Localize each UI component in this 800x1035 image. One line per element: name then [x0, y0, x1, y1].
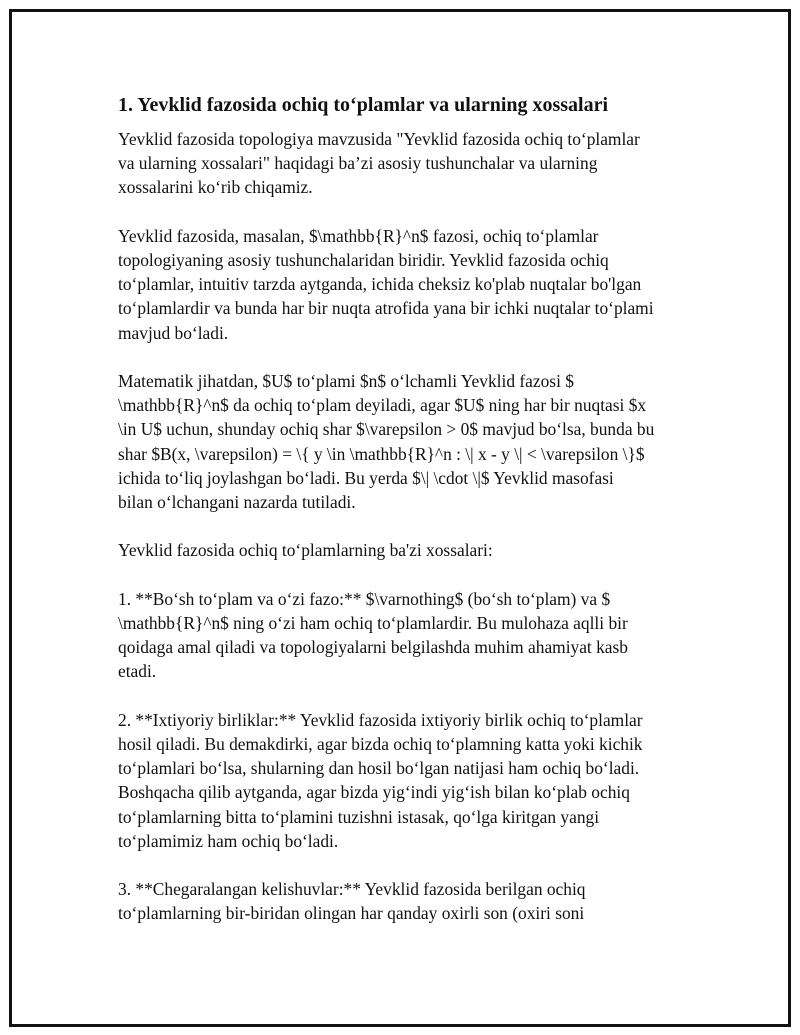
- text-line: Yevklid fazosida topologiya mavzusida "Yevklid fazosida ochiq to‘plamlar: [118, 129, 640, 149]
- text-line: va ularning xossalari" haqidagi ba’zi asosiy tushunchalar va ularning: [118, 153, 598, 174]
- text-line: Boshqacha qilib aytganda, agar bizda yig‘indi yig‘ish bilan ko‘plab ochiq: [118, 782, 630, 803]
- text-line: etadi.: [118, 661, 157, 682]
- text-line: bilan o‘lchangani nazarda tutiladi.: [118, 492, 356, 513]
- text-line: to‘plamlarning bitta to‘plamini tuzishni istasak, qo‘lga kiritgan yangi: [118, 806, 600, 827]
- paragraph-formal-definition: [118, 369, 698, 514]
- text-line: qoidaga amal qiladi va topologiyalarni belgilashda muhim ahamiyat kasb: [118, 637, 628, 658]
- text-line: to‘plamimiz ham ochiq bo‘ladi.: [118, 830, 339, 851]
- paragraph-properties-intro: [118, 538, 698, 562]
- text-line: xossalarini ko‘rib chiqamiz.: [118, 177, 313, 198]
- paragraph-intro: [118, 127, 698, 200]
- text-line: shar $B(x, \varepsilon) = \{ y \in \mathbb{R}^n : \| x - y \| < \varepsilon \}$: [118, 443, 645, 464]
- text-line: \in U$ uchun, shunday ochiq shar $\varepsilon > 0$ mavjud bo‘lsa, bunda bu: [118, 419, 655, 440]
- text-line: 3. **Chegaralangan kelishuvlar:** Yevklid fazosida berilgan ochiq: [118, 879, 586, 900]
- paragraph-property-1: [118, 587, 698, 684]
- text-line: Matematik jihatdan, $U$ to‘plami $n$ o‘lchamli Yevklid fazosi $: [118, 371, 574, 391]
- text-line: ichida to‘liq joylashgan bo‘ladi. Bu yerda $\| \cdot \|$ Yevklid masofasi: [118, 467, 614, 488]
- text-line: 2. **Ixtiyoriy birliklar:** Yevklid fazosida ixtiyoriy birlik ochiq to‘plamlar: [118, 709, 643, 730]
- text-line: Yevklid fazosida, masalan, $\mathbb{R}^n$ fazosi, ochiq to‘plamlar: [118, 225, 599, 246]
- document-body: [118, 90, 698, 950]
- text-line: mavjud bo‘ladi.: [118, 322, 229, 343]
- text-line: \mathbb{R}^n$ ning o‘zi ham ochiq to‘plamlardir. Bu mulohaza aqlli bir: [118, 613, 628, 633]
- paragraph-open-sets-overview: [118, 224, 698, 345]
- text-line: to‘plamlardir va bunda har bir nuqta atrofida yana bir ichki nuqtalar to‘plami: [118, 298, 654, 319]
- paragraph-property-2: [118, 708, 698, 853]
- text-line: to‘plamlarning bir-biridan olingan har qanday oxirli son (oxiri soni: [118, 903, 585, 924]
- text-line: 1. **Bo‘sh to‘plam va o‘zi fazo:** $\varnothing$ (bo‘sh to‘plam) va $: [118, 588, 611, 609]
- text-line: \mathbb{R}^n$ da ochiq to‘plam deyiladi, agar $U$ ning har bir nuqtasi $x: [118, 395, 647, 416]
- text-line: hosil qiladi. Bu demakdirki, agar bizda ochiq to‘plamning katta yoki kichik: [118, 734, 643, 754]
- paragraph-property-3: [118, 877, 698, 925]
- text-line: to‘plamlari bo‘lsa, shularning dan hosil bo‘lgan natijasi ham ochiq bo‘ladi.: [118, 758, 640, 779]
- text-line: Yevklid fazosida ochiq to‘plamlarning ba'zi xossalari:: [118, 540, 493, 561]
- text-line: topologiyaning asosiy tushunchalaridan biridir. Yevklid fazosida ochiq: [118, 250, 609, 270]
- text-line: to‘plamlar, intuitiv tarzda aytganda, ichida cheksiz ko'plab nuqtalar bo'lgan: [118, 274, 642, 295]
- section-heading: 1. Yevklid fazosida ochiq to‘plamlar va ularning xossalari: [118, 94, 609, 116]
